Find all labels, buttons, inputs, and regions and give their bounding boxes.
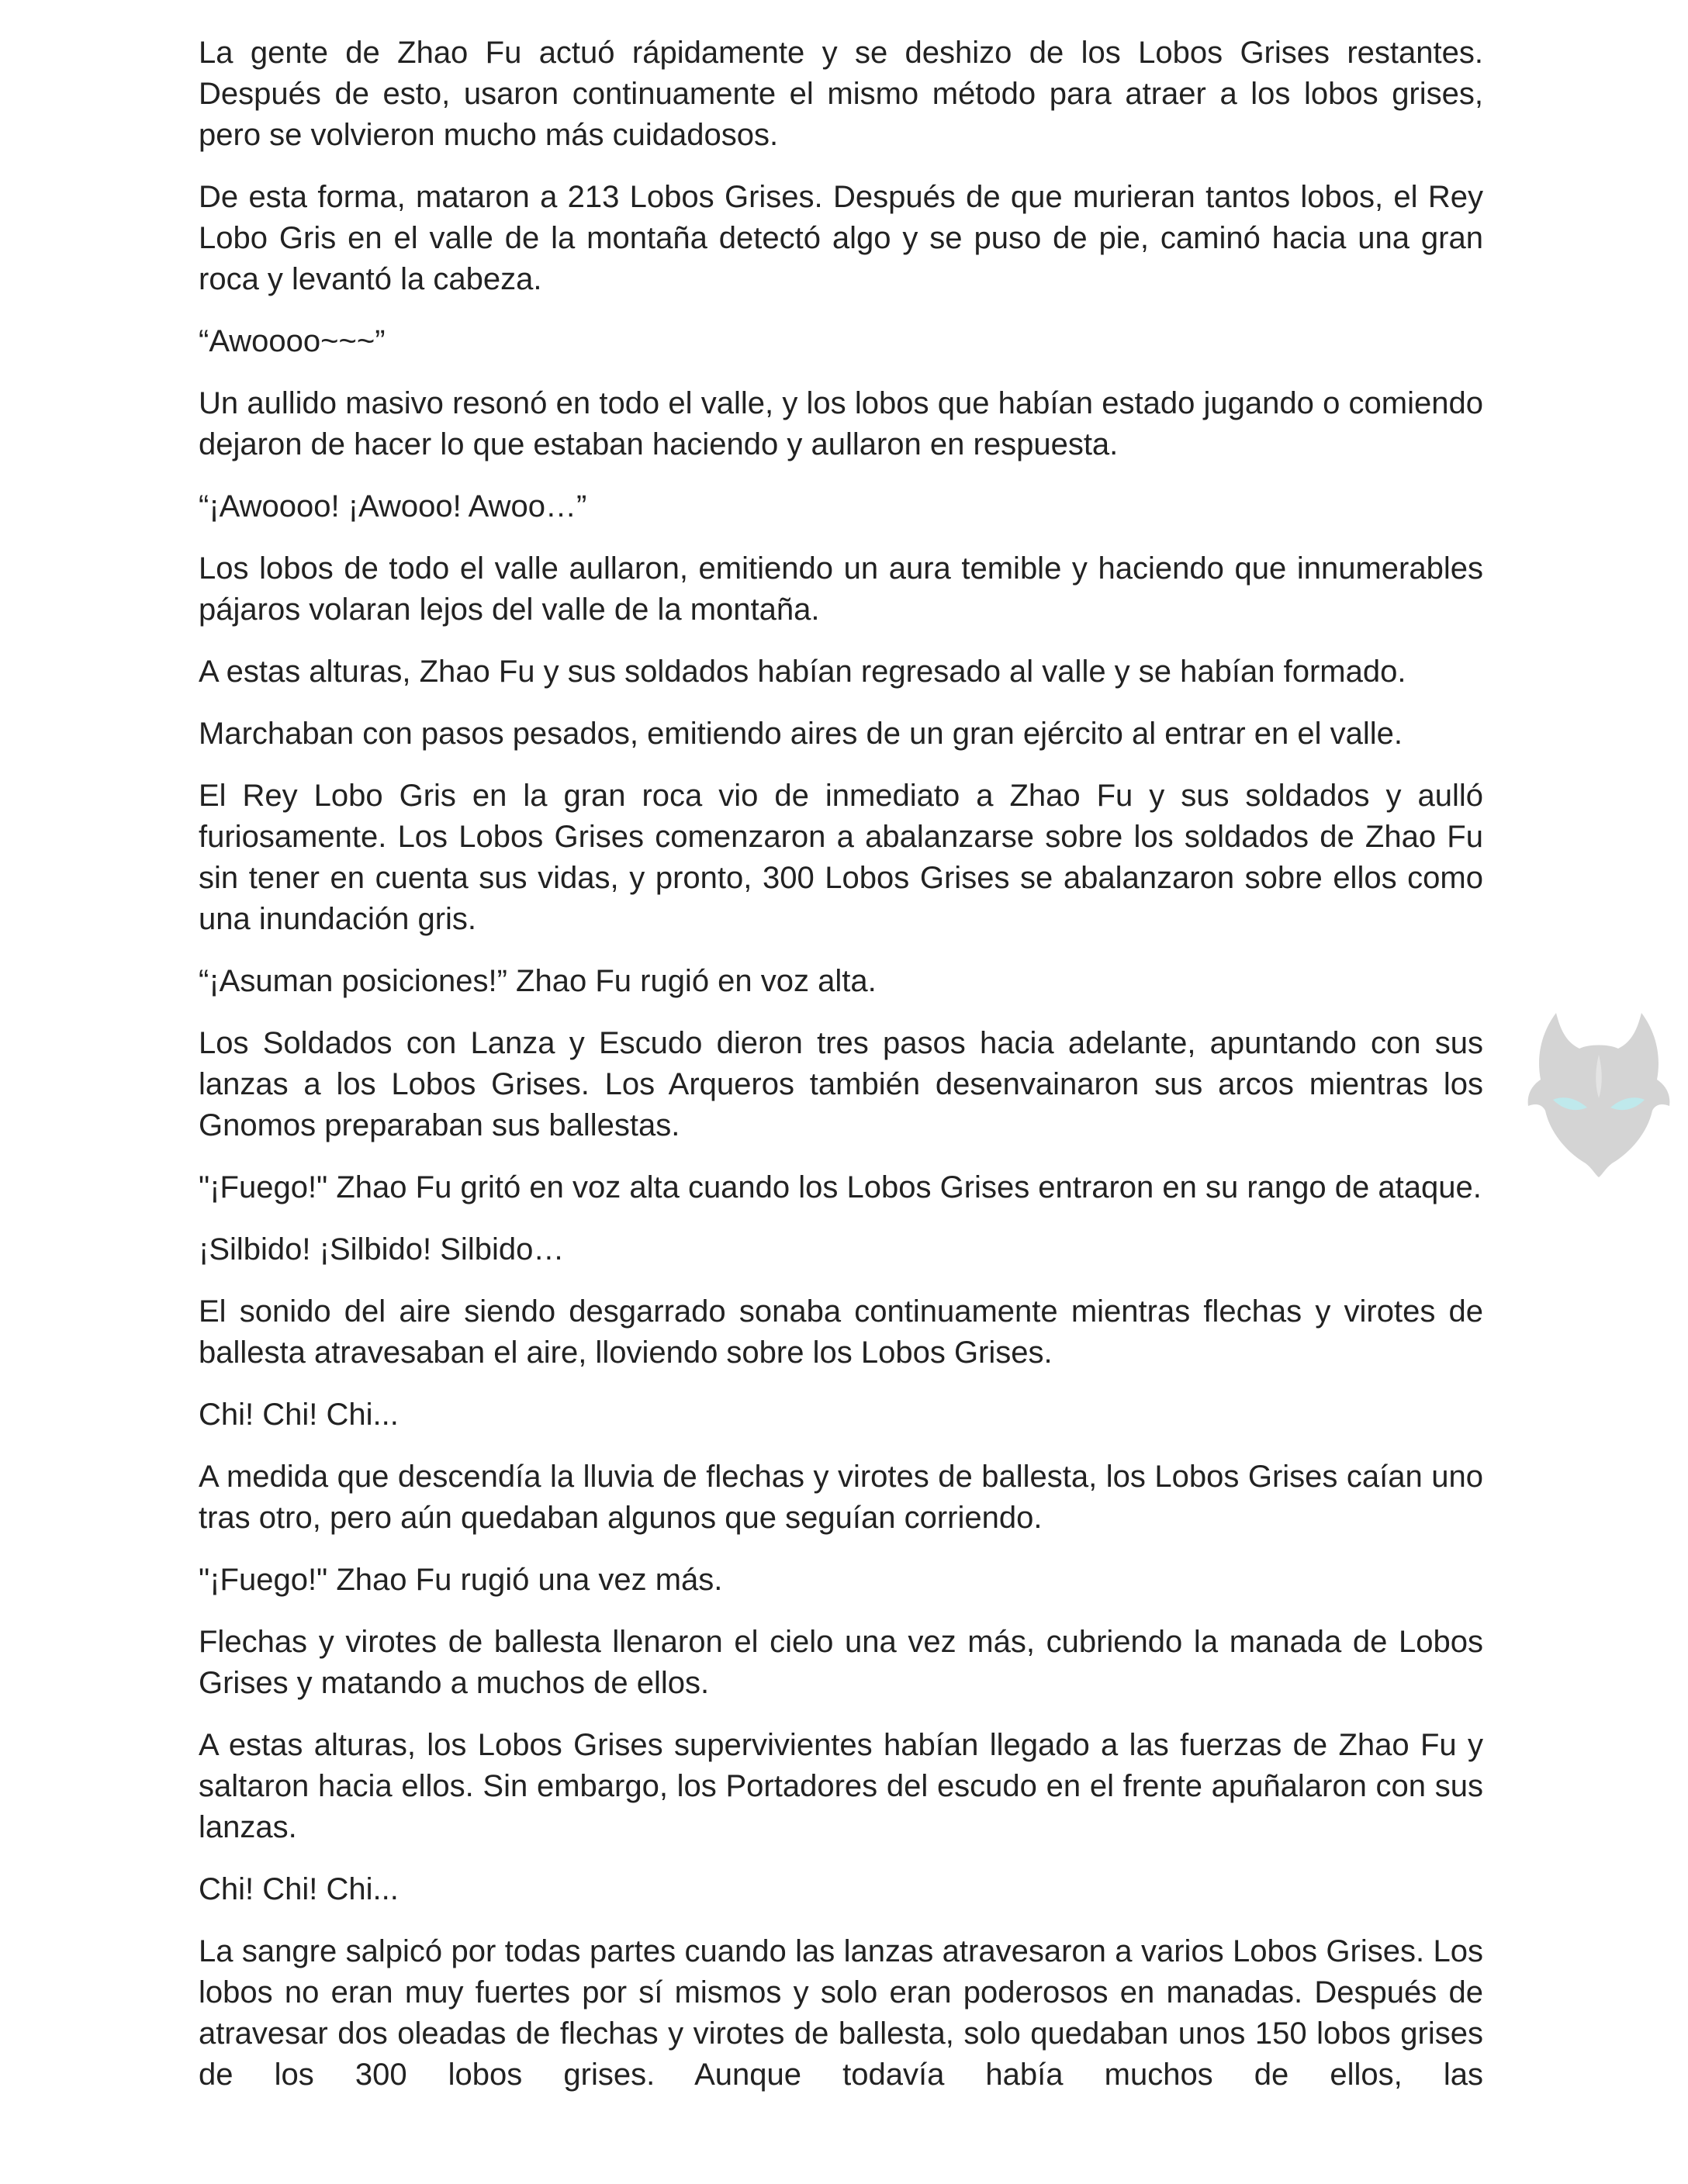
paragraph: A estas alturas, los Lobos Grises supervivientes habían llegado a las fuerzas de Zhao Fu y saltaron hacia ellos. Sin embargo, los Portadores del escudo en el frente apuñalaron con sus lanzas. — [199, 1728, 1483, 1844]
paragraph: Chi! Chi! Chi... — [199, 1872, 399, 1906]
paragraph: Flechas y virotes de ballesta llenaron el cielo una vez más, cubriendo la manada de Lobos Grises y matando a muchos de ellos. — [199, 1625, 1483, 1700]
paragraph: La gente de Zhao Fu actuó rápidamente y se deshizo de los Lobos Grises restantes. Después de esto, usaron continuamente el mismo método para atraer a los lobos grises, pero se volvieron mucho más cuidadosos. — [199, 36, 1483, 152]
paragraph: Los lobos de todo el valle aullaron, emitiendo un aura temible y haciendo que innumerables pájaros volaran lejos del valle de la montaña. — [199, 551, 1483, 627]
paragraph: De esta forma, mataron a 213 Lobos Grises. Después de que murieran tantos lobos, el Rey Lobo Gris en el valle de la montaña detectó algo y se puso de pie, caminó hacia una gran roca y levantó la cabeza. — [199, 180, 1483, 296]
paragraph: El sonido del aire siendo desgarrado sonaba continuamente mientras flechas y virotes de ballesta atravesaban el aire, lloviendo sobre los Lobos Grises. — [199, 1294, 1483, 1370]
paragraph: Chi! Chi! Chi... — [199, 1398, 399, 1432]
paragraph: “¡Asuman posiciones!” Zhao Fu rugió en voz alta. — [199, 964, 877, 998]
paragraph: "¡Fuego!" Zhao Fu gritó en voz alta cuando los Lobos Grises entraron en su rango de ataque. — [199, 1170, 1482, 1204]
paragraph: “Awoooo~~~” — [199, 324, 386, 358]
paragraph: “¡Awoooo! ¡Awooo! Awoo…” — [199, 489, 587, 524]
paragraph: El Rey Lobo Gris en la gran roca vio de inmediato a Zhao Fu y sus soldados y aulló furiosamente. Los Lobos Grises comenzaron a abalanzarse sobre los soldados de Zhao Fu sin tener en cuenta sus vidas, y pronto, 300 Lobos Grises se abalanzaron sobre ellos como una inundación gris. — [199, 779, 1483, 936]
paragraph: Un aullido masivo resonó en todo el valle, y los lobos que habían estado jugando o comiendo dejaron de hacer lo que estaban haciendo y aullaron en respuesta. — [199, 386, 1483, 461]
paragraph: ¡Silbido! ¡Silbido! Silbido… — [199, 1232, 565, 1267]
paragraph: Los Soldados con Lanza y Escudo dieron tres pasos hacia adelante, apuntando con sus lanzas a los Lobos Grises. Los Arqueros también desenvainaron sus arcos mientras los Gnomos preparaban sus ballestas. — [199, 1026, 1483, 1142]
paragraph: A estas alturas, Zhao Fu y sus soldados habían regresado al valle y se habían formado. — [199, 655, 1406, 689]
paragraph: Marchaban con pasos pesados, emitiendo aires de un gran ejército al entrar en el valle. — [199, 717, 1403, 751]
document-body — [199, 33, 1483, 2117]
paragraph: La sangre salpicó por todas partes cuando las lanzas atravesaron a varios Lobos Grises. Los lobos no eran muy fuertes por sí mismos y solo eran poderosos en manadas. Después de atravesar dos oleadas de flechas y virotes de ballesta, solo quedaban unos 150 lobos grises de los 300 lobos grises. Aunque todavía había muchos de ellos, las — [199, 1934, 1483, 2092]
paragraph: "¡Fuego!" Zhao Fu rugió una vez más. — [199, 1563, 723, 1597]
paragraph: A medida que descendía la lluvia de flechas y virotes de ballesta, los Lobos Grises caían uno tras otro, pero aún quedaban algunos que seguían corriendo. — [199, 1460, 1483, 1535]
demon-head-icon — [1525, 1008, 1672, 1179]
